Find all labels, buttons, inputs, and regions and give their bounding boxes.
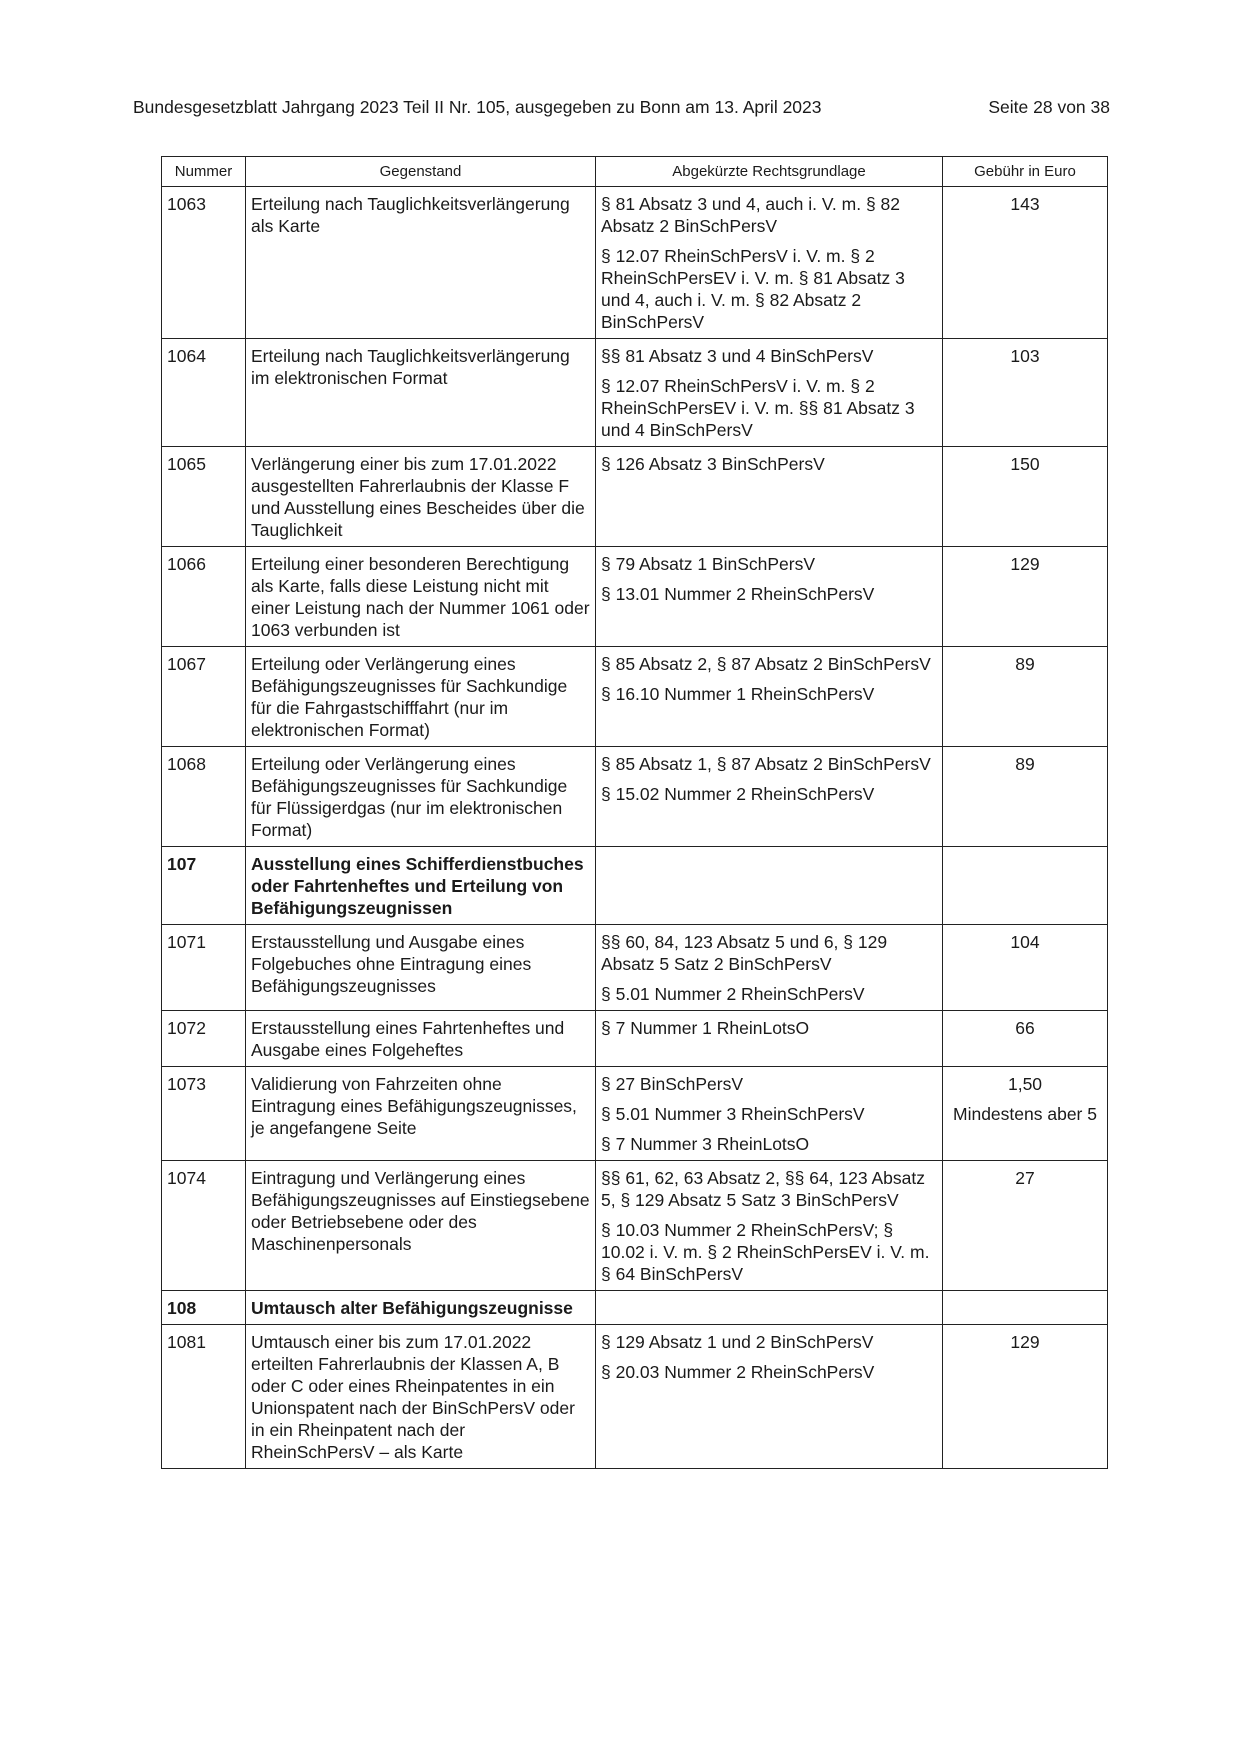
cell-gebuehr — [943, 447, 1108, 547]
cell-gebuehr — [943, 747, 1108, 847]
column-header-nummer: Nummer — [162, 157, 246, 187]
fee-value: 150 — [1010, 454, 1040, 474]
cell-gegenstand: Verlängerung einer bis zum 17.01.2022 ausgestellten Fahrerlaubnis der Klasse F und Ausstellung eines Bescheides über die Tauglichkeit — [246, 447, 596, 547]
cell-rechtsgrundlage — [596, 447, 943, 547]
cell-gegenstand: Erteilung nach Tauglichkeitsverlängerung im elektronischen Format — [246, 339, 596, 447]
cell-nummer: 107 — [162, 847, 246, 925]
cell-rechtsgrundlage — [596, 1011, 943, 1067]
table-row — [162, 1161, 1108, 1291]
cell-gebuehr — [943, 1067, 1108, 1161]
fee-value: Mindestens aber 5 — [953, 1104, 1097, 1124]
cell-gegenstand: Erteilung einer besonderen Berechtigung als Karte, falls diese Leistung nicht mit einer Leistung nach der Nummer 1061 oder 1063 verbunden ist — [246, 547, 596, 647]
legal-basis-entry: § 12.07 RheinSchPersV i. V. m. § 2 RheinSchPersEV i. V. m. § 81 Absatz 3 und 4, auch i. V. m. § 82 Absatz 2 BinSchPersV — [601, 246, 905, 332]
table-row — [162, 187, 1108, 339]
cell-gegenstand: Erstausstellung und Ausgabe eines Folgebuches ohne Eintragung eines Befähigungszeugnisses — [246, 925, 596, 1011]
cell-gebuehr — [943, 847, 1108, 925]
cell-gegenstand: Umtausch einer bis zum 17.01.2022 erteilten Fahrerlaubnis der Klassen A, B oder C oder eines Rheinpatentes in ein Unionspatent nach der BinSchPersV oder in ein Rheinpatent nach der RheinSchPersV – als Karte — [246, 1325, 596, 1469]
cell-gegenstand: Erteilung oder Verlängerung eines Befähigungszeugnisses für Sachkundige für die Fahrgastschifffahrt (nur im elektronischen Format) — [246, 647, 596, 747]
cell-nummer: 1072 — [162, 1011, 246, 1067]
cell-gebuehr — [943, 1161, 1108, 1291]
table-body — [162, 187, 1108, 1469]
cell-gegenstand: Erteilung nach Tauglichkeitsverlängerung als Karte — [246, 187, 596, 339]
legal-basis-entry: § 27 BinSchPersV — [601, 1074, 744, 1094]
table-row — [162, 747, 1108, 847]
cell-gebuehr — [943, 925, 1108, 1011]
cell-nummer: 1071 — [162, 925, 246, 1011]
legal-basis-entry: §§ 61, 62, 63 Absatz 2, §§ 64, 123 Absatz 5, § 129 Absatz 5 Satz 3 BinSchPersV — [601, 1168, 925, 1210]
fee-value: 89 — [1015, 754, 1035, 774]
cell-gegenstand: Erstausstellung eines Fahrtenheftes und Ausgabe eines Folgeheftes — [246, 1011, 596, 1067]
cell-rechtsgrundlage — [596, 1067, 943, 1161]
table-row — [162, 339, 1108, 447]
column-header-gegenstand: Gegenstand — [246, 157, 596, 187]
legal-basis-entry: §§ 81 Absatz 3 und 4 BinSchPersV — [601, 346, 874, 366]
cell-nummer: 1074 — [162, 1161, 246, 1291]
table-group-row — [162, 847, 1108, 925]
cell-gebuehr — [943, 547, 1108, 647]
table-group-row — [162, 1291, 1108, 1325]
fee-value: 66 — [1015, 1018, 1035, 1038]
legal-basis-entry: § 20.03 Nummer 2 RheinSchPersV — [601, 1362, 875, 1382]
cell-gebuehr — [943, 1011, 1108, 1067]
legal-basis-entry: § 15.02 Nummer 2 RheinSchPersV — [601, 784, 875, 804]
table-row — [162, 447, 1108, 547]
cell-rechtsgrundlage — [596, 1325, 943, 1469]
table-row — [162, 1011, 1108, 1067]
legal-basis-entry: § 13.01 Nummer 2 RheinSchPersV — [601, 584, 875, 604]
column-header-rechtsgrundlage: Abgekürzte Rechtsgrundlage — [596, 157, 943, 187]
cell-gebuehr — [943, 339, 1108, 447]
cell-rechtsgrundlage — [596, 547, 943, 647]
cell-rechtsgrundlage — [596, 925, 943, 1011]
legal-basis-entry: § 126 Absatz 3 BinSchPersV — [601, 454, 825, 474]
cell-rechtsgrundlage — [596, 647, 943, 747]
cell-nummer: 1067 — [162, 647, 246, 747]
cell-gegenstand: Umtausch alter Befähigungszeugnisse — [246, 1291, 596, 1325]
cell-rechtsgrundlage — [596, 1291, 943, 1325]
cell-nummer: 1066 — [162, 547, 246, 647]
legal-basis-entry: § 7 Nummer 1 RheinLotsO — [601, 1018, 810, 1038]
legal-basis-entry: § 5.01 Nummer 3 RheinSchPersV — [601, 1104, 865, 1124]
table-row — [162, 1067, 1108, 1161]
cell-gegenstand: Ausstellung eines Schifferdienstbuches oder Fahrtenheftes und Erteilung von Befähigungszeugnissen — [246, 847, 596, 925]
fee-value: 129 — [1010, 1332, 1040, 1352]
table-row — [162, 547, 1108, 647]
legal-basis-entry: § 85 Absatz 2, § 87 Absatz 2 BinSchPersV — [601, 654, 931, 674]
cell-rechtsgrundlage — [596, 1161, 943, 1291]
cell-nummer: 1063 — [162, 187, 246, 339]
legal-basis-entry: §§ 60, 84, 123 Absatz 5 und 6, § 129 Absatz 5 Satz 2 BinSchPersV — [601, 932, 888, 974]
cell-nummer: 108 — [162, 1291, 246, 1325]
cell-rechtsgrundlage — [596, 747, 943, 847]
legal-basis-entry: § 81 Absatz 3 und 4, auch i. V. m. § 82 Absatz 2 BinSchPersV — [601, 194, 901, 236]
table-row — [162, 925, 1108, 1011]
cell-rechtsgrundlage — [596, 847, 943, 925]
page-number: Seite 28 von 38 — [988, 97, 1110, 117]
cell-rechtsgrundlage — [596, 187, 943, 339]
table-row — [162, 1325, 1108, 1469]
cell-gebuehr — [943, 1325, 1108, 1469]
legal-basis-entry: § 10.03 Nummer 2 RheinSchPersV; § 10.02 i. V. m. § 2 RheinSchPersEV i. V. m. § 64 BinSchPersV — [601, 1220, 930, 1284]
legal-basis-entry: § 7 Nummer 3 RheinLotsO — [601, 1134, 810, 1154]
legal-basis-entry: § 12.07 RheinSchPersV i. V. m. § 2 RheinSchPersEV i. V. m. §§ 81 Absatz 3 und 4 BinSchPersV — [601, 376, 915, 440]
fee-value: 103 — [1010, 346, 1040, 366]
fee-value: 89 — [1015, 654, 1035, 674]
cell-gegenstand: Eintragung und Verlängerung eines Befähigungszeugnisses auf Einstiegsebene oder Betriebsebene oder des Maschinenpersonals — [246, 1161, 596, 1291]
cell-gegenstand: Erteilung oder Verlängerung eines Befähigungszeugnisses für Sachkundige für Flüssigerdgas (nur im elektronischen Format) — [246, 747, 596, 847]
legal-basis-entry: § 129 Absatz 1 und 2 BinSchPersV — [601, 1332, 874, 1352]
legal-basis-entry: § 79 Absatz 1 BinSchPersV — [601, 554, 816, 574]
legal-basis-entry: § 85 Absatz 1, § 87 Absatz 2 BinSchPersV — [601, 754, 931, 774]
cell-nummer: 1073 — [162, 1067, 246, 1161]
table-header-row — [162, 157, 1108, 187]
table-row — [162, 647, 1108, 747]
fee-value: 143 — [1010, 194, 1040, 214]
cell-gebuehr — [943, 187, 1108, 339]
fee-value: 129 — [1010, 554, 1040, 574]
fee-value: 104 — [1010, 932, 1040, 952]
legal-basis-entry: § 16.10 Nummer 1 RheinSchPersV — [601, 684, 875, 704]
cell-nummer: 1064 — [162, 339, 246, 447]
cell-nummer: 1065 — [162, 447, 246, 547]
fee-value: 1,50 — [1007, 1074, 1043, 1094]
column-header-gebuehr: Gebühr in Euro — [943, 157, 1108, 187]
cell-rechtsgrundlage — [596, 339, 943, 447]
cell-gebuehr — [943, 647, 1108, 747]
cell-gegenstand: Validierung von Fahrzeiten ohne Eintragung eines Befähigungszeugnisses, je angefangene Seite — [246, 1067, 596, 1161]
gazette-citation: Bundesgesetzblatt Jahrgang 2023 Teil II Nr. 105, ausgegeben zu Bonn am 13. April 2023 — [133, 97, 822, 117]
cell-gebuehr — [943, 1291, 1108, 1325]
fee-value: 27 — [1015, 1168, 1035, 1188]
fee-table — [161, 156, 1108, 1469]
page-header — [133, 97, 1110, 121]
cell-nummer: 1081 — [162, 1325, 246, 1469]
legal-basis-entry: § 5.01 Nummer 2 RheinSchPersV — [601, 984, 865, 1004]
cell-nummer: 1068 — [162, 747, 246, 847]
